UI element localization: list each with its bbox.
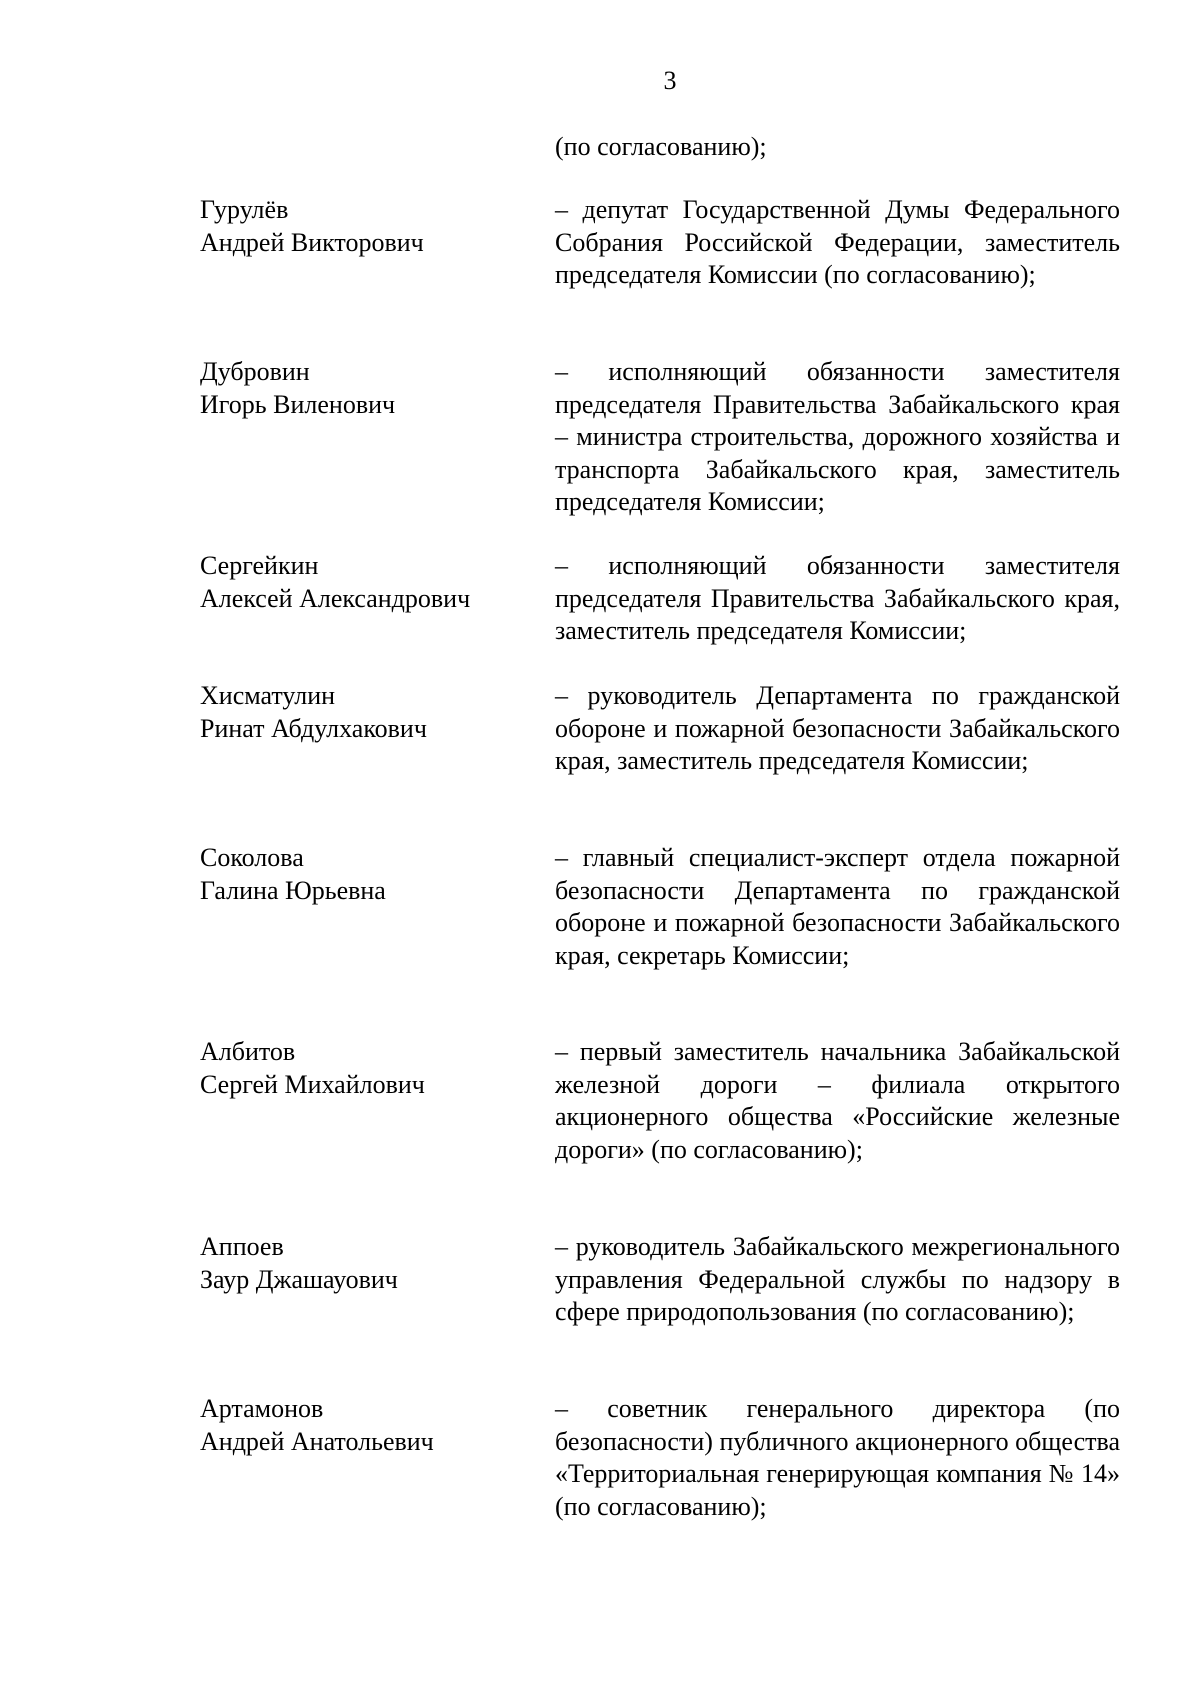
member-given-name: Алексей Александрович: [200, 583, 471, 613]
member-role: – главный специалист-эксперт отдела пожарной безопасности Департамента по гражданской обороне и пожарной безопасности Забайкальского края, секретарь Комиссии;: [555, 843, 1120, 970]
member-surname: Албитов: [200, 1037, 296, 1066]
member-given-name: Игорь Виленович: [200, 389, 396, 419]
member-surname: Артамонов: [200, 1394, 324, 1423]
member-given-name: Андрей Анатольевич: [200, 1426, 434, 1456]
member-name: [200, 550, 540, 615]
member-name: [200, 680, 540, 745]
member-given-name: Сергей Михайлович: [200, 1069, 425, 1099]
member-name: [200, 194, 540, 259]
member-role: – руководитель Департамента по гражданской обороне и пожарной безопасности Забайкальского края, заместитель председателя Комиссии;: [555, 681, 1120, 775]
member-role: – советник генерального директора (по безопасности) публичного акционерного общества «Территориальная генерирующая компания № 14» (по согласованию);: [555, 1394, 1120, 1521]
member-name: [200, 356, 540, 421]
member-surname: Сергейкин: [200, 551, 319, 580]
member-surname: Дубровин: [200, 357, 310, 386]
member-name: [200, 1393, 540, 1458]
member-given-name: Заур Джашауович: [200, 1264, 398, 1294]
member-role: – исполняющий обязанности заместителя председателя Правительства Забайкальского края – министра строительства, дорожного хозяйства и транспорта Забайкальского края, заместитель председателя Комиссии;: [555, 357, 1120, 516]
member-role: – руководитель Забайкальского межрегионального управления Федеральной службы по надзору в сфере природопользования (по согласованию);: [555, 1232, 1120, 1326]
member-name: [200, 1036, 540, 1101]
member-given-name: Андрей Викторович: [200, 227, 424, 257]
member-given-name: Ринат Абдулхакович: [200, 713, 427, 743]
member-role: – исполняющий обязанности заместителя председателя Правительства Забайкальского края, заместитель председателя Комиссии;: [555, 551, 1120, 645]
member-name: [200, 842, 540, 907]
member-role: – первый заместитель начальника Забайкальской железной дороги – филиала открытого акционерного общества «Российские железные дороги» (по согласованию);: [555, 1037, 1120, 1164]
member-surname: Гурулёв: [200, 195, 289, 224]
member-surname: Хисматулин: [200, 681, 336, 710]
member-surname: Соколова: [200, 843, 304, 872]
page-number: 3: [663, 66, 677, 95]
member-surname: Аппоев: [200, 1232, 284, 1261]
continuation-text: (по согласованию);: [555, 132, 767, 161]
member-role: – депутат Государственной Думы Федерального Собрания Российской Федерации, заместитель председателя Комиссии (по согласованию);: [555, 195, 1120, 289]
member-name: [200, 1231, 540, 1296]
member-given-name: Галина Юрьевна: [200, 875, 386, 905]
